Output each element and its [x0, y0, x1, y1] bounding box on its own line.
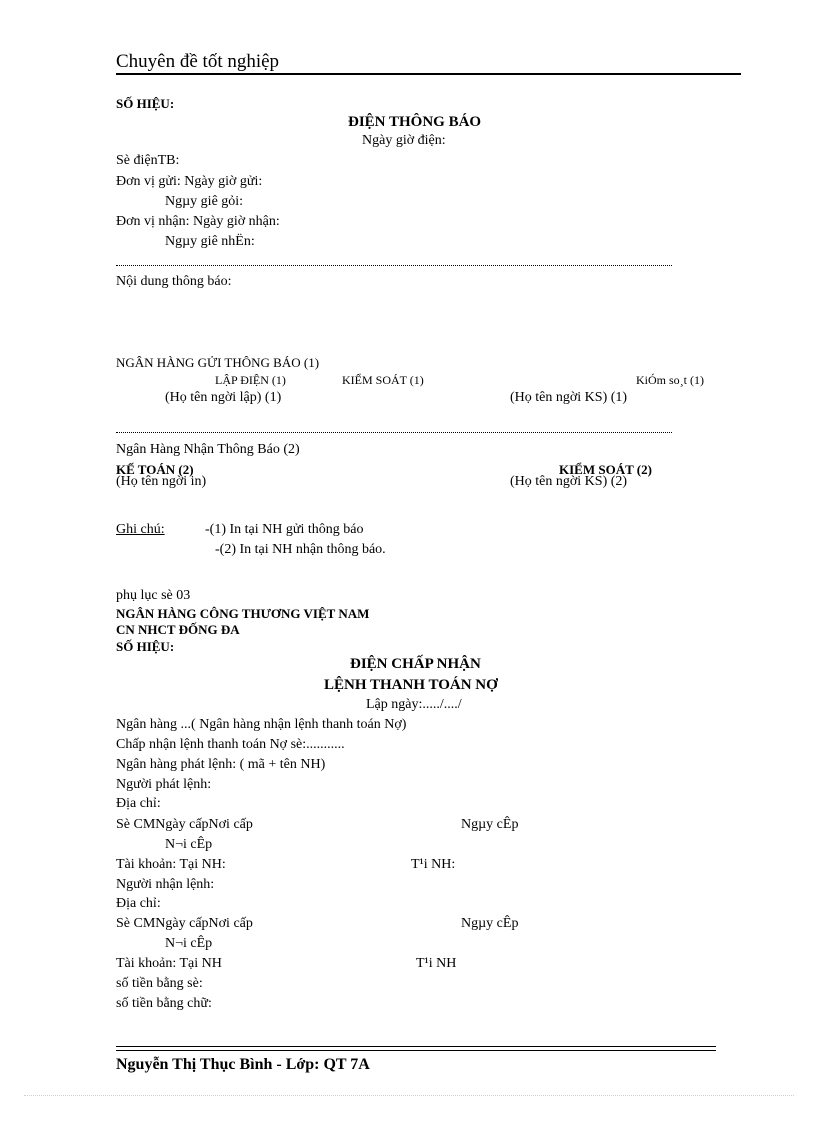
so-cmnd-2: Sè CMNgày cấpNơi cấp — [116, 916, 253, 931]
appendix-title-2: LỆNH THANH TOÁN NỢ — [324, 677, 498, 693]
so-tien-bang-chu: số tiền bằng chữ: — [116, 996, 212, 1011]
nguoi-nhan-lenh: Người nhận lệnh: — [116, 877, 215, 892]
appendix-so-hieu: SỐ HIỆU: — [116, 639, 175, 654]
footer-author: Nguyễn Thị Thục Bình - Lớp: QT 7A — [116, 1056, 370, 1073]
note-1: -(1) In tại NH gửi thông báo — [205, 522, 364, 537]
notice-so-hieu: SỐ HIỆU: — [116, 96, 175, 111]
ghi-chu-label: Ghi chú: — [116, 522, 165, 537]
kiem-soat-label: KIỂM SOÁT (1) — [342, 373, 424, 387]
phu-luc-label: phụ lục sè 03 — [116, 588, 191, 603]
appendix-title-1: ĐIỆN CHẤP NHẬN — [350, 656, 481, 672]
appendix-line: Địa chỉ: — [116, 796, 161, 811]
noi-cap-1: N¬i cÊp — [165, 837, 213, 852]
ke-toan-label: KẾ TOÁN (2) — [116, 462, 194, 477]
header-rule — [116, 73, 741, 75]
noi-cap-2: N¬i cÊp — [165, 936, 213, 951]
bank-send-heading: NGÂN HÀNG GỬI THÔNG BÁO (1) — [116, 355, 320, 370]
ngay-gio-nhan: Ngµy giê nhËn: — [165, 234, 255, 249]
lap-ngay: Lập ngày:...../..../ — [366, 697, 462, 712]
ho-ten-in: (Họ tên ngời in) — [116, 474, 207, 489]
don-vi-gui: Đơn vị gửi: Ngày giờ gửi: — [116, 174, 263, 189]
notice-title: ĐIỆN THÔNG BÁO — [348, 114, 482, 130]
kiem-soat-2-label: KIỂM SOÁT (2) — [559, 462, 652, 477]
noi-dung-label: Nội dung thông báo: — [116, 274, 232, 289]
don-vi-nhan: Đơn vị nhận: Ngày giờ nhận: — [116, 214, 280, 229]
ho-ten-ks: (Họ tên ngời KS) (1) — [510, 390, 628, 405]
dotted-separator — [116, 432, 672, 433]
footer-rule — [116, 1046, 716, 1051]
tai-khoan-2: Tài khoản: Tại NH — [116, 956, 222, 971]
ho-ten-ks-2: (Họ tên ngời KS) (2) — [510, 474, 628, 489]
lap-dien-label: LẬP ĐIỆN (1) — [215, 373, 286, 387]
bank-name: NGÂN HÀNG CÔNG THƯƠNG VIỆT NAM — [116, 606, 370, 621]
dia-chi-2: Địa chỉ: — [116, 896, 161, 911]
ngay-gio-goi: Ngµy giê gỏi: — [165, 194, 244, 209]
tai-nh-1: T¹i NH: — [411, 857, 456, 872]
ngay-cap-1: Ngµy cÊp — [461, 817, 519, 832]
bank-recv-heading: Ngân Hàng Nhận Thông Báo (2) — [116, 442, 300, 457]
so-tien-bang-so: số tiền bằng sè: — [116, 976, 203, 991]
tai-nh-2: T¹i NH — [416, 956, 457, 971]
ho-ten-lap: (Họ tên ngời lập) (1) — [165, 390, 282, 405]
appendix-line: Người phát lệnh: — [116, 777, 212, 792]
branch-name: CN NHCT ĐỐNG ĐA — [116, 622, 240, 637]
note-2: -(2) In tại NH nhận thông báo. — [215, 542, 386, 557]
tai-khoan-1: Tài khoản: Tại NH: — [116, 857, 226, 872]
appendix-line: Chấp nhận lệnh thanh toán Nợ sè:........... — [116, 737, 345, 752]
dotted-separator — [116, 265, 672, 266]
page-edge — [24, 1095, 794, 1096]
ngay-cap-2: Ngµy cÊp — [461, 916, 519, 931]
ngay-gio-dien: Ngày giờ điện: — [362, 133, 446, 148]
kiem-soat-right: KiÓm so¸t (1) — [636, 373, 704, 387]
page-header-title: Chuyên đề tốt nghiệp — [116, 51, 280, 72]
so-cmnd-1: Sè CMNgày cấpNơi cấp — [116, 817, 253, 832]
so-dien-tb: Sè điệnTB: — [116, 153, 180, 168]
appendix-line: Ngân hàng ...( Ngân hàng nhận lệnh thanh toán Nợ) — [116, 717, 407, 732]
appendix-line: Ngân hàng phát lệnh: ( mã + tên NH) — [116, 757, 326, 772]
